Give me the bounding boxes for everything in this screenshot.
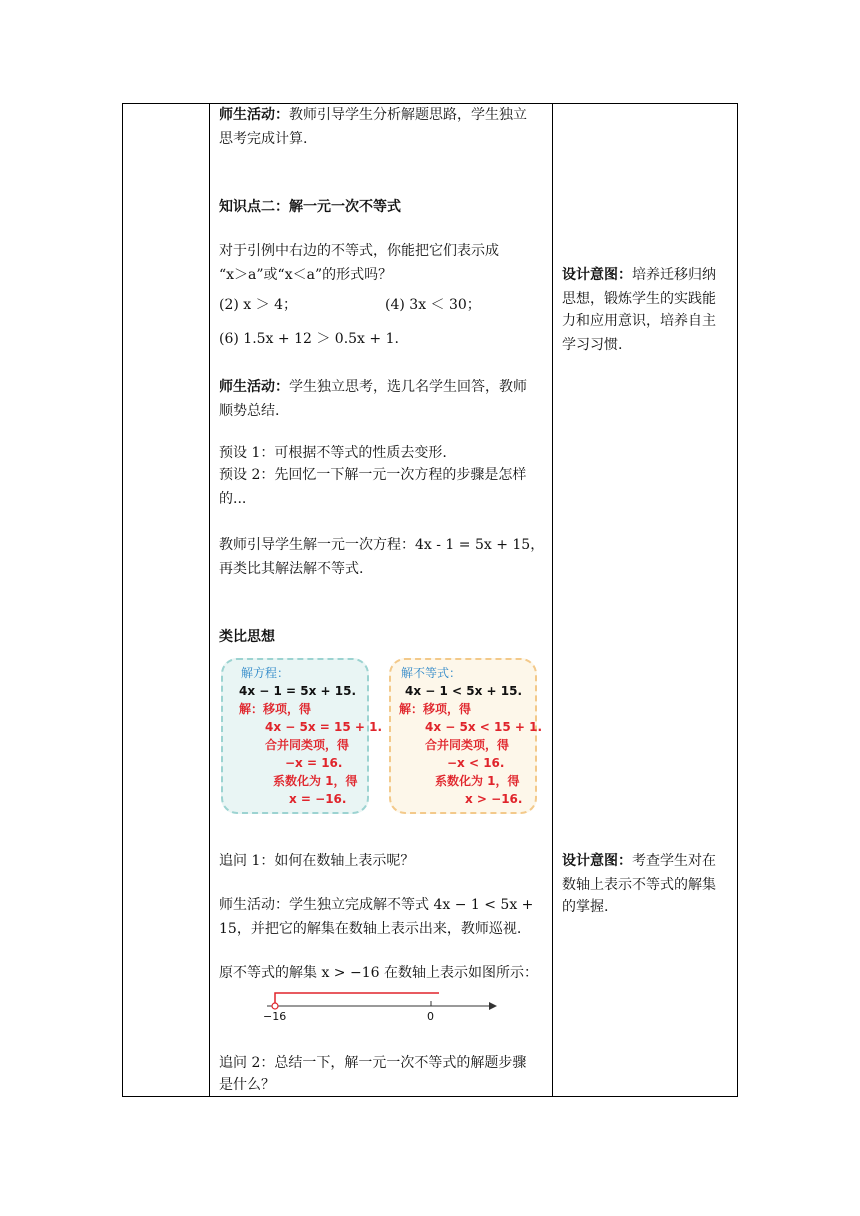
number-line: [263, 984, 503, 1024]
activity-3-line-1: 师生活动：学生独立完成解不等式 4x − 1 < 5x +: [219, 897, 534, 913]
step-coefficient-result: x = −16.: [289, 792, 347, 806]
tick-label-minus-16: −16: [263, 1010, 287, 1023]
activity-text-line2: 思考完成计算.: [219, 131, 308, 147]
question-line-2: “x＞a”或“x＜a”的形式吗？: [219, 267, 393, 283]
step-combine: 合并同类项，得: [425, 738, 510, 752]
follow-up-question-2: 追问 2：总结一下，解一元一次不等式的解题步骤: [219, 1055, 527, 1071]
activity-label: 师生活动：: [219, 107, 289, 123]
axis-arrow-icon: [489, 1002, 497, 1010]
step-transpose: 解：移项，得: [239, 702, 312, 716]
box-title: 解方程：: [241, 666, 290, 680]
activity-text: 教师引导学生分析解题思路，学生独立: [289, 107, 527, 123]
analogy-heading: 类比思想: [219, 629, 275, 645]
design-intent-2: [562, 850, 716, 872]
inequality-solution-box: [389, 658, 543, 814]
activity-text-line2: 顺势总结.: [219, 403, 280, 419]
intent-text: 力和应用意识，培养自主: [562, 313, 716, 329]
preset-2-continued: 的...: [219, 491, 247, 507]
step-combine-result: −x = 16.: [285, 756, 343, 770]
equation-solution-box: [221, 658, 383, 814]
step-transpose-result: 4x − 5x < 15 + 1.: [425, 720, 543, 734]
guide-line-1: 教师引导学生解一元一次方程：4x - 1 = 5x + 15，: [219, 537, 545, 553]
intent-text: 数轴上表示不等式的解集: [562, 877, 716, 893]
preset-2: 预设 2：先回忆一下解一元一次方程的步骤是怎样: [219, 467, 527, 483]
question-line-1: 对于引例中右边的不等式，你能把它们表示成: [219, 243, 499, 259]
intent-label: 设计意图：: [562, 267, 632, 283]
preset-1: 预设 1：可根据不等式的性质去变形.: [219, 445, 447, 461]
intent-text: 思想，锻炼学生的实践能: [562, 291, 716, 307]
step-coefficient: 系数化为 1，得: [435, 774, 520, 788]
box-title: 解不等式：: [401, 666, 462, 680]
step-combine: 合并同类项，得: [265, 738, 350, 752]
open-endpoint-icon: [272, 1003, 278, 1009]
inequality-2: (2) x ＞ 4；: [219, 297, 297, 313]
activity-label: 师生活动：: [219, 379, 289, 395]
guide-line-2: 再类比其解法解不等式.: [219, 561, 364, 577]
step-coefficient-result: x > −16.: [465, 792, 523, 806]
inequality-4: (4) 3x ＜ 30；: [385, 297, 481, 313]
intent-text: 培养迁移归纳: [632, 267, 716, 283]
tick-label-zero: 0: [427, 1010, 434, 1023]
intent-text: 考查学生对在: [632, 853, 716, 869]
intent-label: 设计意图：: [562, 853, 632, 869]
step-transpose-result: 4x − 5x = 15 + 1.: [265, 720, 383, 734]
solution-ray: [275, 993, 439, 1006]
equation: 4x − 1 = 5x + 15.: [239, 684, 357, 698]
design-intent-1: [562, 264, 716, 286]
column-divider-left: [209, 104, 210, 1096]
follow-up-question-2-continued: 是什么？: [219, 1077, 275, 1093]
activity-paragraph-1: [219, 104, 527, 126]
inequality-6: (6) 1.5x + 12 ＞ 0.5x + 1.: [219, 331, 399, 347]
follow-up-question-1: 追问 1：如何在数轴上表示呢？: [219, 853, 415, 869]
main-column: [211, 104, 551, 1096]
activity-3-line-2: 15，并把它的解集在数轴上表示出来，教师巡视.: [219, 921, 522, 937]
intent-text: 的掌握.: [562, 899, 609, 915]
lesson-table: [122, 103, 738, 1097]
activity-paragraph-2: [219, 376, 527, 398]
design-intent-column: [554, 104, 734, 1096]
step-combine-result: −x < 16.: [447, 756, 505, 770]
inequality: 4x − 1 < 5x + 15.: [405, 684, 523, 698]
knowledge-point-heading: 知识点二：解一元一次不等式: [219, 199, 401, 215]
intent-text: 学习习惯.: [562, 337, 623, 353]
solution-set-text: 原不等式的解集 x > −16 在数轴上表示如图所示：: [219, 965, 538, 981]
step-transpose: 解：移项，得: [399, 702, 472, 716]
column-divider-right: [552, 104, 553, 1096]
activity-text: 学生独立思考，选几名学生回答，教师: [289, 379, 527, 395]
step-coefficient: 系数化为 1，得: [273, 774, 358, 788]
